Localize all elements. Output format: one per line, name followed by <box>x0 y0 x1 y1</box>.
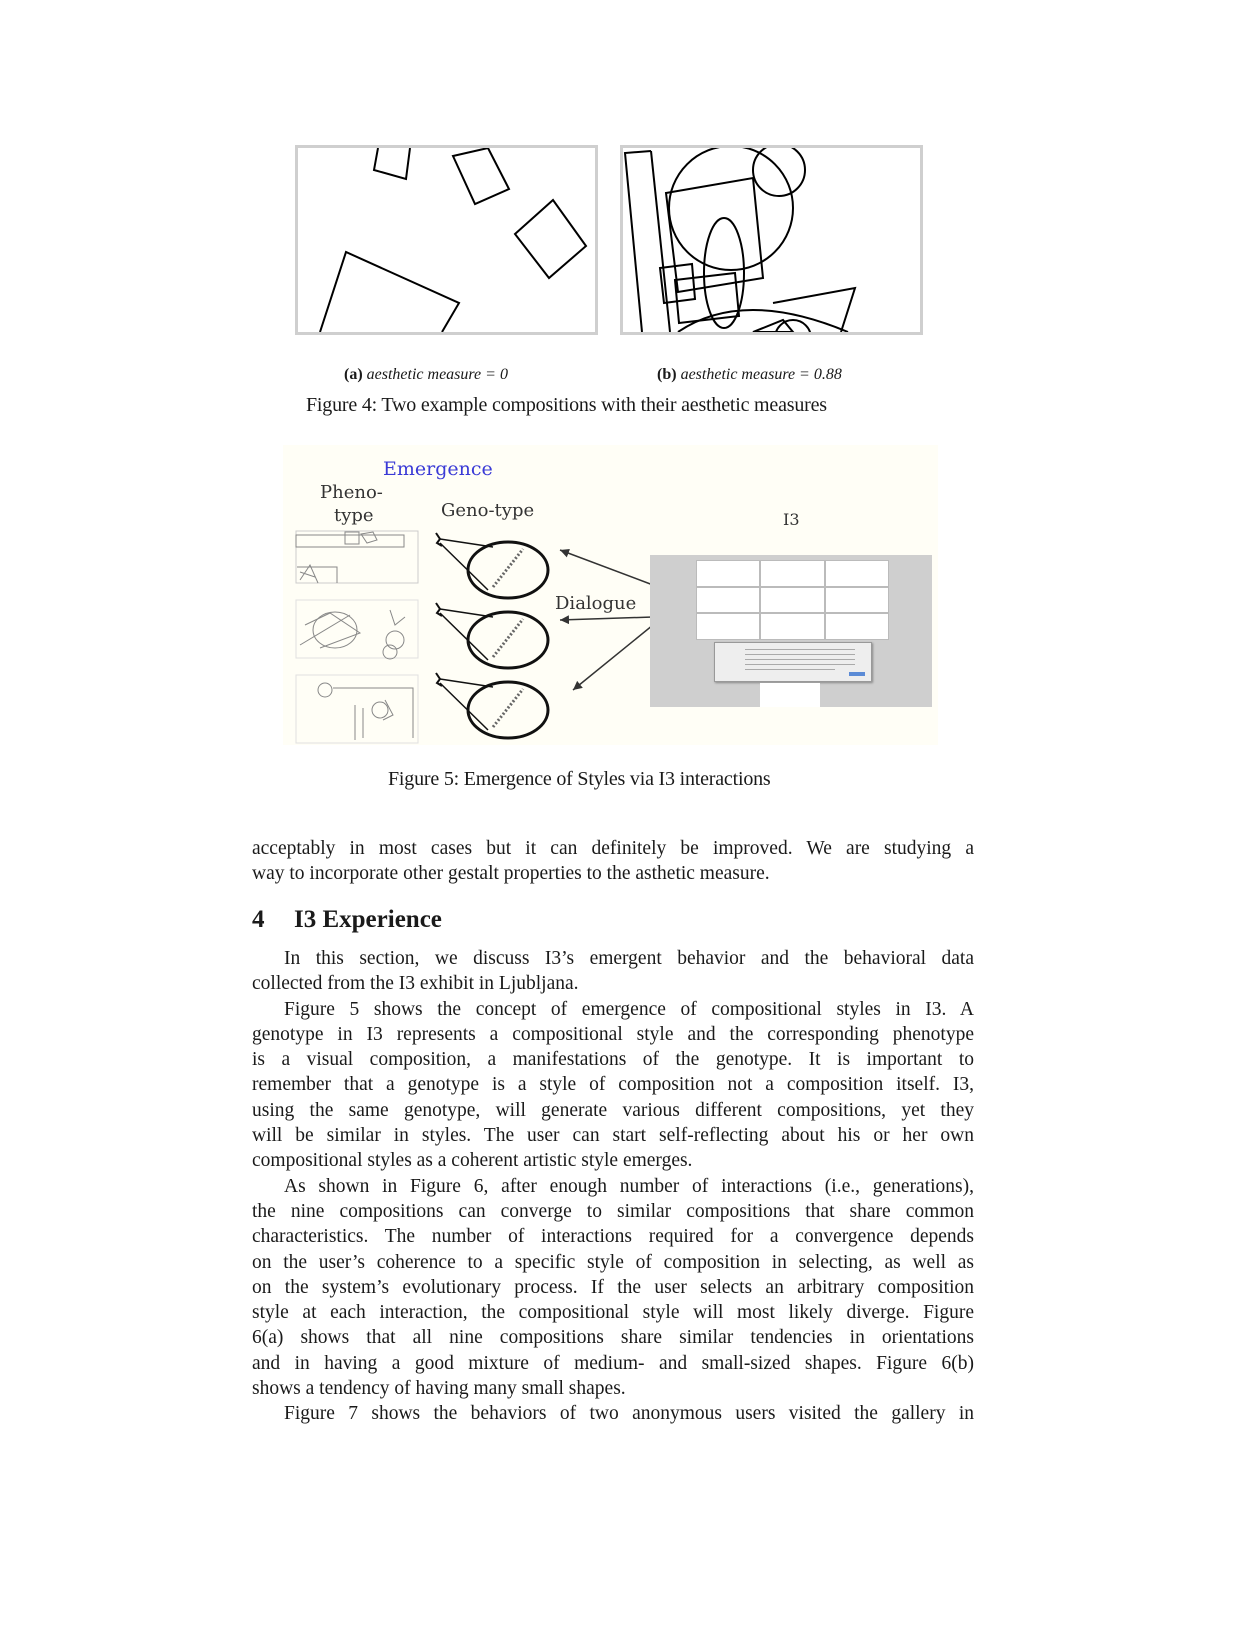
genotype-tree-icons <box>428 525 568 745</box>
genotype-2 <box>436 603 548 668</box>
figure-5-caption: Figure 5: Emergence of Styles via I3 interactions <box>388 768 771 790</box>
paragraph-2: Figure 5 shows the concept of emergence of compositional styles in I3. A genotype in I3 represents a compositional style and the corresponding phenotype is a visual composition, a manifestations of the genotype. It is important to remember that a genotype is a style of composition not a composition itself. I3, using the same genotype, will generate various different compositions, yet they will be similar in styles. The user can start self-reflecting about his or her own compositional styles as a coherent artistic style emerges. <box>252 998 974 1172</box>
figure-4a-subcaption: (a) aesthetic measure = 0 <box>344 366 508 383</box>
section-heading <box>252 906 442 934</box>
continuation-paragraph: acceptably in most cases but it can definitely be improved. We are studying a way to incorporate other gestalt properties to the asthetic measure. <box>252 838 974 885</box>
phenotype-label-line1: Pheno- <box>320 482 383 503</box>
i3-dialog-box <box>714 642 872 682</box>
i3-application-screenshot <box>650 555 932 707</box>
composition-b-shapes-icon <box>623 148 920 332</box>
genotype-3 <box>436 673 548 738</box>
section-title: I3 Experience <box>294 906 442 933</box>
dialog-ok-button <box>849 672 865 676</box>
dialogue-arrows-icon <box>548 545 658 695</box>
phenotype-thumbnails-icon <box>295 530 420 745</box>
genotype-1 <box>436 533 548 598</box>
genotype-label: Geno-type <box>441 500 535 521</box>
emergence-label: Emergence <box>383 458 493 480</box>
figure-4b-composition <box>620 145 923 335</box>
composition-a-shapes-icon <box>298 148 595 332</box>
figure-4-caption: Figure 4: Two example compositions with their aesthetic measures <box>306 394 827 416</box>
paragraph-4: Figure 7 shows the behaviors of two anonymous users visited the gallery in <box>284 1403 974 1425</box>
paragraph-1: In this section, we discuss I3’s emergent behavior and the behavioral data collected from the I3 exhibit in Ljubljana. <box>252 948 974 995</box>
i3-label: I3 <box>783 510 800 529</box>
dialogue-label: Dialogue <box>555 593 637 614</box>
figure-5-diagram <box>283 445 938 745</box>
figure-4b-subcaption: (b) aesthetic measure = 0.88 <box>657 366 842 383</box>
section-body <box>252 946 974 1427</box>
composition-grid <box>696 560 889 640</box>
section-number: 4 <box>252 906 265 933</box>
phenotype-label-line2: type <box>334 505 374 526</box>
paragraph-3: As shown in Figure 6, after enough number of interactions (i.e., generations), the nine compositions can converge to similar compositions that share common characteristics. The number of interactions required for a convergence depends on the user’s coherence to a specific style of composition in selecting, as well as on the system’s evolutionary process. If the user selects an arbitrary composition style at each interaction, the compositional style will most likely diverge. Figure 6(a) shows that all nine compositions share similar tendencies in orientations and in having a good mixture of medium- and small-sized shapes. Figure 6(b) shows a tendency of having many small shapes. <box>252 1175 974 1400</box>
figure-4a-composition <box>295 145 598 335</box>
